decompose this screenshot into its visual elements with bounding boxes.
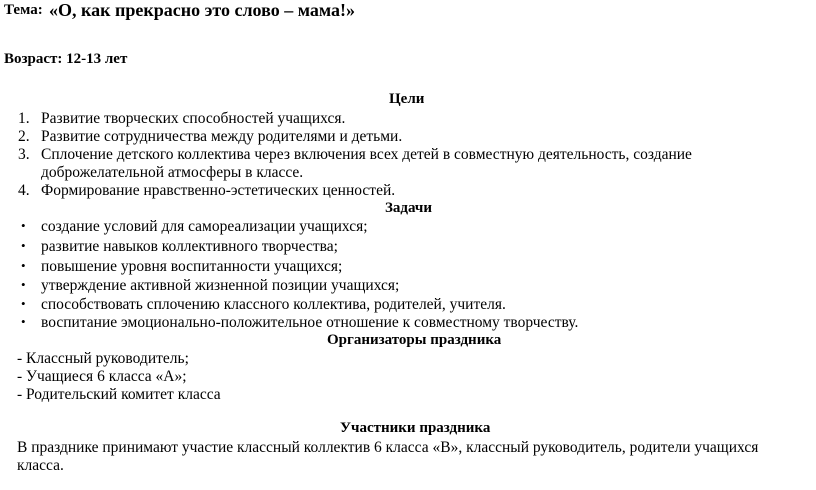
organizer-item: - Учащиеся 6 класса «А»; [17, 368, 187, 385]
task-item: способствовать сплочению классного коллектива, родителей, учителя. [41, 296, 506, 313]
bullet-icon: • [21, 314, 26, 329]
participants-text-line1: В празднике принимают участие классный коллектив 6 класса «В», классный руководитель, родители учащихся [17, 439, 759, 456]
participants-heading: Участники праздника [340, 420, 491, 436]
task-item: воспитание эмоционально-положительное отношение к совместному творчеству. [41, 314, 579, 331]
bullet-icon: • [21, 277, 26, 292]
bullet-icon: • [21, 218, 26, 233]
task-item: повышение уровня воспитанности учащихся; [41, 258, 343, 275]
goal-number: 3. [18, 146, 30, 163]
organizer-item: - Классный руководитель; [17, 350, 189, 367]
goal-item: Развитие творческих способностей учащихся. [41, 110, 346, 127]
tasks-heading: Задачи [385, 200, 433, 216]
task-item: создание условий для самореализации учащихся; [41, 218, 368, 235]
goal-item: Формирование нравственно-эстетических ценностей. [41, 182, 396, 199]
task-item: утверждение активной жизненной позиции учащихся; [41, 277, 400, 294]
age-line: Возраст: 12-13 лет [4, 51, 128, 67]
organizers-heading: Организаторы праздника [327, 332, 502, 348]
goal-item: Развитие сотрудничества между родителями и детьми. [41, 128, 403, 145]
bullet-icon: • [21, 258, 26, 273]
goal-item-continuation: доброжелательной атмосферы в классе. [41, 164, 304, 181]
bullet-icon: • [21, 296, 26, 311]
organizer-item: - Родительский комитет класса [17, 386, 221, 403]
participants-text-line2: класса. [17, 457, 64, 474]
topic-title: «О, как прекрасно это слово – мама!» [49, 0, 355, 20]
bullet-icon: • [21, 238, 26, 253]
topic-label: Тема: [4, 2, 43, 18]
goals-heading: Цели [389, 91, 425, 107]
goal-number: 4. [18, 182, 30, 199]
goal-item: Сплочение детского коллектива через включения всех детей в совместную деятельность, создание [41, 146, 692, 163]
goal-number: 2. [18, 128, 30, 145]
task-item: развитие навыков коллективного творчества; [41, 238, 338, 255]
goal-number: 1. [18, 110, 30, 127]
